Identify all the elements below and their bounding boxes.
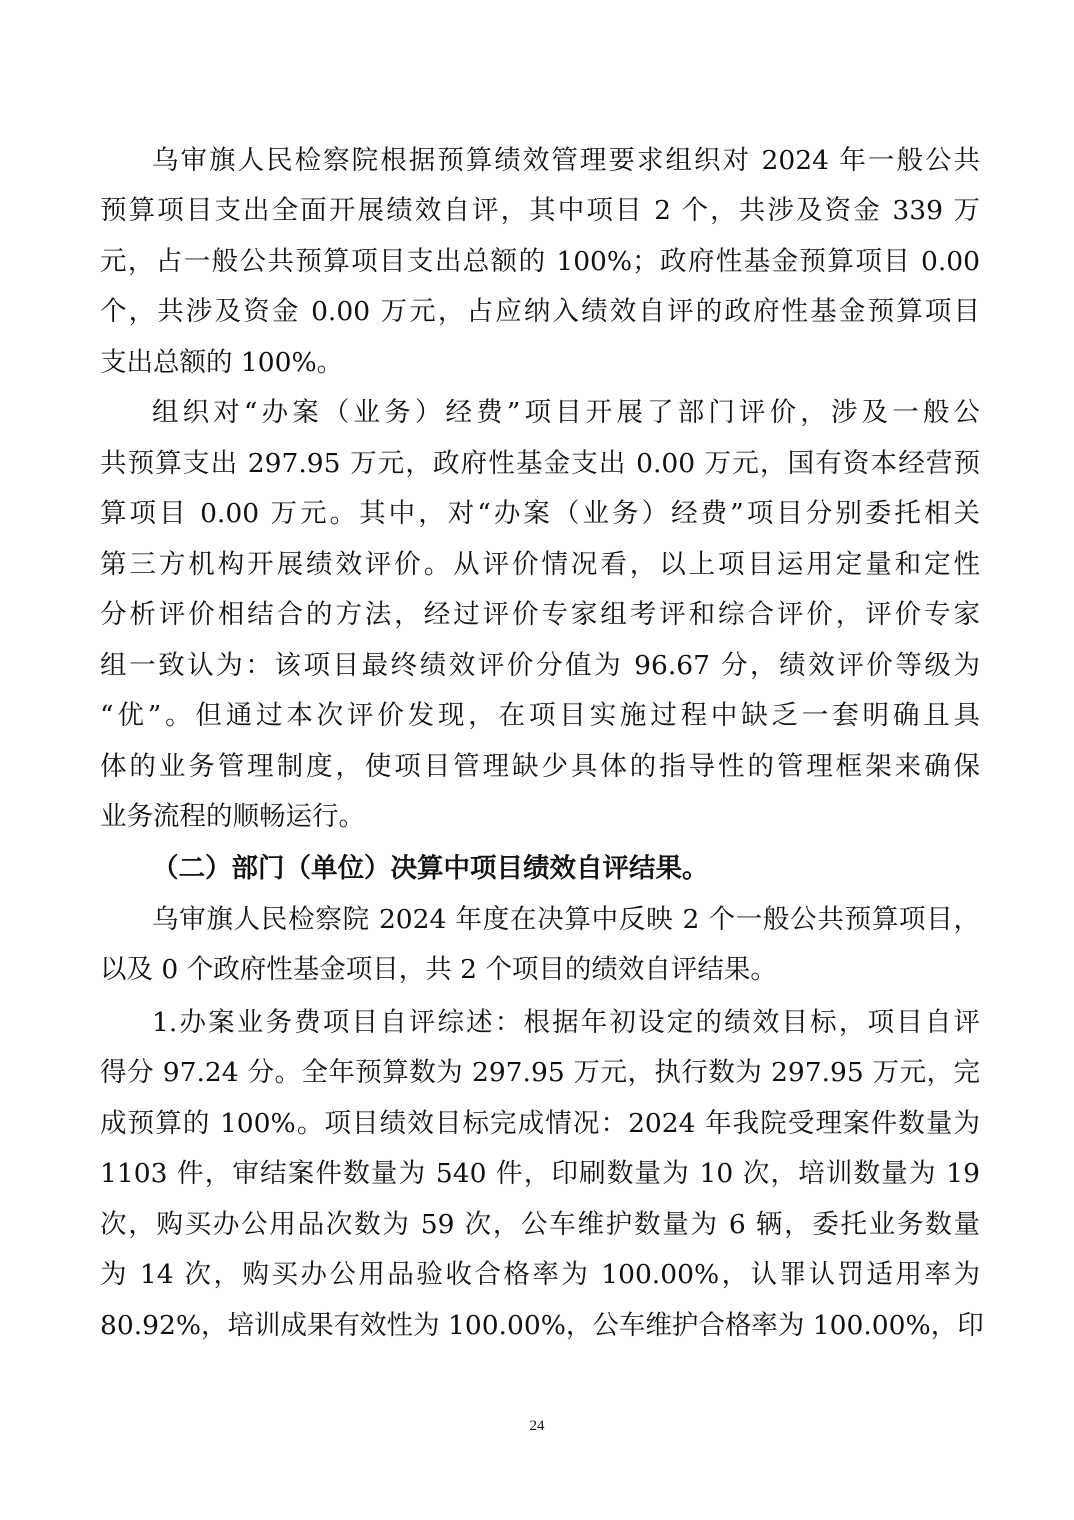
paragraph-2-line-2: 共预算支出 297.95 万元，政府性基金支出 0.00 万元，国有资本经营预 — [100, 448, 980, 479]
paragraph-1-line-4: 个，共涉及资金 0.00 万元，占应纳入绩效自评的政府性基金预算项目 — [100, 296, 980, 327]
paragraph-1-line-1: 乌审旗人民检察院根据预算绩效管理要求组织对 2024 年一般公共 — [152, 145, 980, 176]
paragraph-3-line-1: 乌审旗人民检察院 2024 年度在决算中反映 2 个一般公共预算项目， — [152, 904, 980, 935]
paragraph-2-line-7: “优”。但通过本次评价发现，在项目实施过程中缺乏一套明确且具 — [100, 700, 980, 731]
paragraph-4-line-2: 得分 97.24 分。全年预算数为 297.95 万元，执行数为 297.95 万元，完 — [100, 1057, 980, 1088]
paragraph-1-line-5: 支出总额的 100%。 — [100, 347, 344, 378]
paragraph-2-line-6: 组一致认为：该项目最终绩效评价分值为 96.67 分，绩效评价等级为 — [100, 650, 980, 681]
paragraph-4-line-6: 为 14 次，购买办公用品验收合格率为 100.00%，认罪认罚适用率为 — [100, 1259, 980, 1290]
paragraph-2-line-9: 业务流程的顺畅运行。 — [100, 801, 365, 832]
paragraph-1-line-3: 元，占一般公共预算项目支出总额的 100%；政府性基金预算项目 0.00 — [100, 246, 980, 277]
paragraph-4-line-7: 80.92%，培训成果有效性为 100.00%，公车维护合格率为 100.00%，印 — [100, 1310, 984, 1341]
paragraph-3-line-2: 以及 0 个政府性基金项目，共 2 个项目的绩效自评结果。 — [100, 954, 777, 985]
paragraph-2-line-5: 分析评价相结合的方法，经过评价专家组考评和综合评价，评价专家 — [100, 599, 980, 630]
paragraph-2-line-8: 体的业务管理制度，使项目管理缺少具体的指导性的管理框架来确保 — [100, 751, 980, 782]
paragraph-4-line-3: 成预算的 100%。项目绩效目标完成情况：2024 年我院受理案件数量为 — [100, 1108, 980, 1139]
paragraph-2-line-1: 组织对“办案（业务）经费”项目开展了部门评价，涉及一般公 — [152, 397, 980, 428]
page-number: 24 — [529, 1418, 545, 1434]
section-heading: （二）部门（单位）决算中项目绩效自评结果。 — [152, 853, 709, 884]
paragraph-4-line-5: 次，购买办公用品次数为 59 次，公车维护数量为 6 辆，委托业务数量 — [100, 1209, 980, 1240]
paragraph-2-line-4: 第三方机构开展绩效评价。从评价情况看，以上项目运用定量和定性 — [100, 549, 980, 580]
paragraph-4-line-1: 1.办案业务费项目自评综述：根据年初设定的绩效目标，项目自评 — [152, 1007, 980, 1038]
paragraph-4-line-4: 1103 件，审结案件数量为 540 件，印刷数量为 10 次，培训数量为 19 — [100, 1158, 980, 1189]
paragraph-1-line-2: 预算项目支出全面开展绩效自评，其中项目 2 个，共涉及资金 339 万 — [100, 195, 980, 226]
paragraph-2-line-3: 算项目 0.00 万元。其中，对“办案（业务）经费”项目分别委托相关 — [100, 498, 980, 529]
